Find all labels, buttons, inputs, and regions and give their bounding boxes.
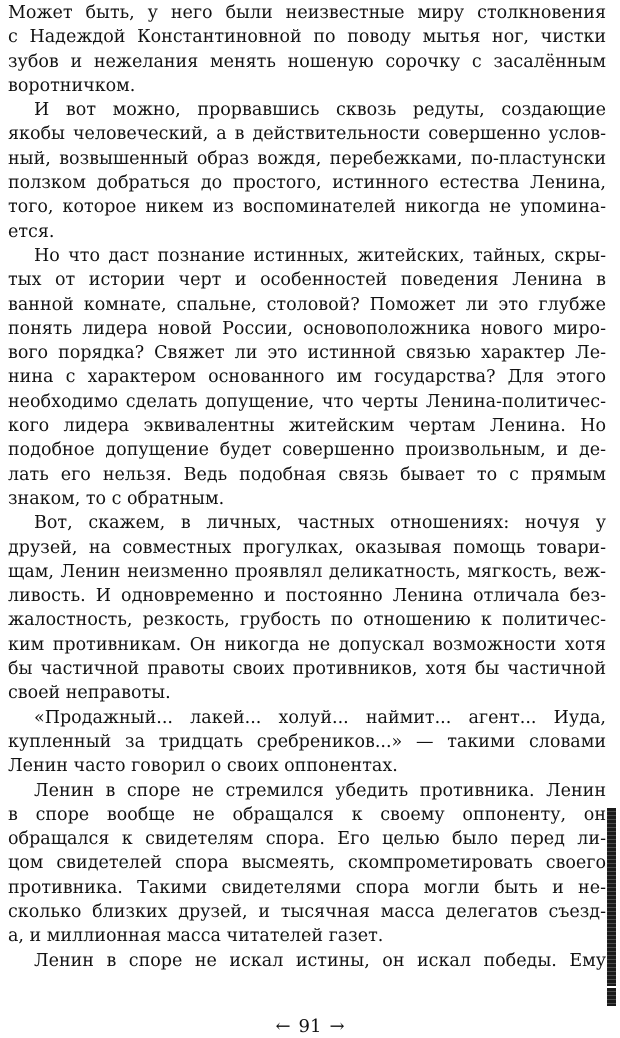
- margin-bar-marker: [607, 808, 616, 986]
- text-line: ползком добраться до простого, истинного естества Ленина,: [8, 173, 606, 194]
- margin-bar-marker-small: [607, 988, 616, 1006]
- text-line: якобы человеческий, а в действительности совершенно услов-: [8, 124, 606, 145]
- next-arrow-icon: →: [329, 1015, 345, 1037]
- text-line: ким противникам. Он никогда не допускал возможности хотя: [8, 634, 606, 655]
- text-line: щам, Ленин неизменно проявлял деликатность, мягкость, веж-: [8, 561, 606, 582]
- text-line: в споре вообще не обращался к своему оппоненту, он: [8, 804, 606, 825]
- text-line: ливость. И одновременно и постоянно Ленина отличала без-: [8, 586, 606, 607]
- text-line: своей неправоты.: [8, 683, 171, 704]
- text-line: противника. Такими свидетелями спора могли быть и не-: [8, 877, 606, 898]
- text-line: И вот можно, прорвавшись сквозь редуты, создающие: [34, 100, 606, 121]
- text-line: обращался к свидетелям спора. Его целью было перед ли-: [8, 829, 606, 850]
- text-line: бы частичной правоты своих противников, хотя бы частичной: [8, 659, 606, 680]
- text-line: лать его нельзя. Ведь подобная связь бывает то с прямым: [8, 464, 606, 485]
- text-line: друзей, на совместных прогулках, оказывая помощь товари-: [8, 537, 606, 558]
- page-footer: [0, 1014, 620, 1038]
- text-line: понять лидера новой России, основоположника нового миро-: [8, 318, 606, 339]
- text-line: Но что даст познание истинных, житейских, тайных, скры-: [34, 245, 606, 266]
- text-line: того, которое никем из воспоминателей никогда не упомина-: [8, 197, 606, 218]
- text-line: нина с характером основанного им государства? Для этого: [8, 367, 606, 388]
- text-line: Может быть, у него были неизвестные миру столкновения: [8, 3, 606, 23]
- text-line: Ленин в споре не стремился убедить противника. Ленин: [34, 780, 606, 801]
- text-line: подобное допущение будет совершенно произвольным, и де-: [8, 440, 606, 461]
- page-number: 91: [298, 1015, 322, 1037]
- prev-arrow-icon: ←: [275, 1015, 291, 1037]
- text-line: ванной комнате, спальне, столовой? Поможет ли это глубже: [8, 294, 606, 315]
- text-line: сколько близких друзей, и тысячная масса делегатов съезд-: [8, 901, 606, 922]
- text-line: с Надеждой Константиновной по поводу мытья ног, чистки: [8, 27, 606, 48]
- text-line: ный, возвышенный образ вождя, перебежками, по-пластунски: [8, 148, 606, 169]
- text-line: кого лидера эквивалентны житейским чертам Ленина. Но: [8, 416, 606, 437]
- text-line: Ленин часто говорил о своих оппонентах.: [8, 756, 398, 777]
- text-line: необходимо сделать допущение, что черты Ленина-политичес-: [8, 391, 606, 412]
- text-line: «Продажный... лакей... холуй... наймит... агент... Иуда,: [34, 707, 606, 728]
- text-line: жалостность, резкость, грубость по отношению к политичес-: [8, 610, 606, 631]
- text-line: знаком, то с обратным.: [8, 488, 225, 509]
- text-line: тых от истории черт и особенностей поведения Ленина в: [8, 270, 606, 291]
- text-line: воротничком.: [8, 75, 136, 96]
- text-line: Вот, скажем, в личных, частных отношениях: ночуя у: [34, 513, 606, 534]
- text-line: вого порядка? Свяжет ли это истинной связью характер Ле-: [8, 343, 606, 364]
- text-line: Ленин в споре не искал истины, он искал победы. Ему: [34, 950, 606, 971]
- text-line: цом свидетелей спора высмеять, скомпрометировать своего: [8, 853, 606, 874]
- text-line: а, и миллионная масса читателей газет.: [8, 926, 384, 947]
- text-line: ется.: [8, 221, 55, 242]
- body-text: [8, 1, 606, 973]
- text-line: купленный за тридцать сребреников...» — такими словами: [8, 731, 606, 752]
- text-line: зубов и нежелания менять ношеную сорочку с засалённым: [8, 51, 606, 72]
